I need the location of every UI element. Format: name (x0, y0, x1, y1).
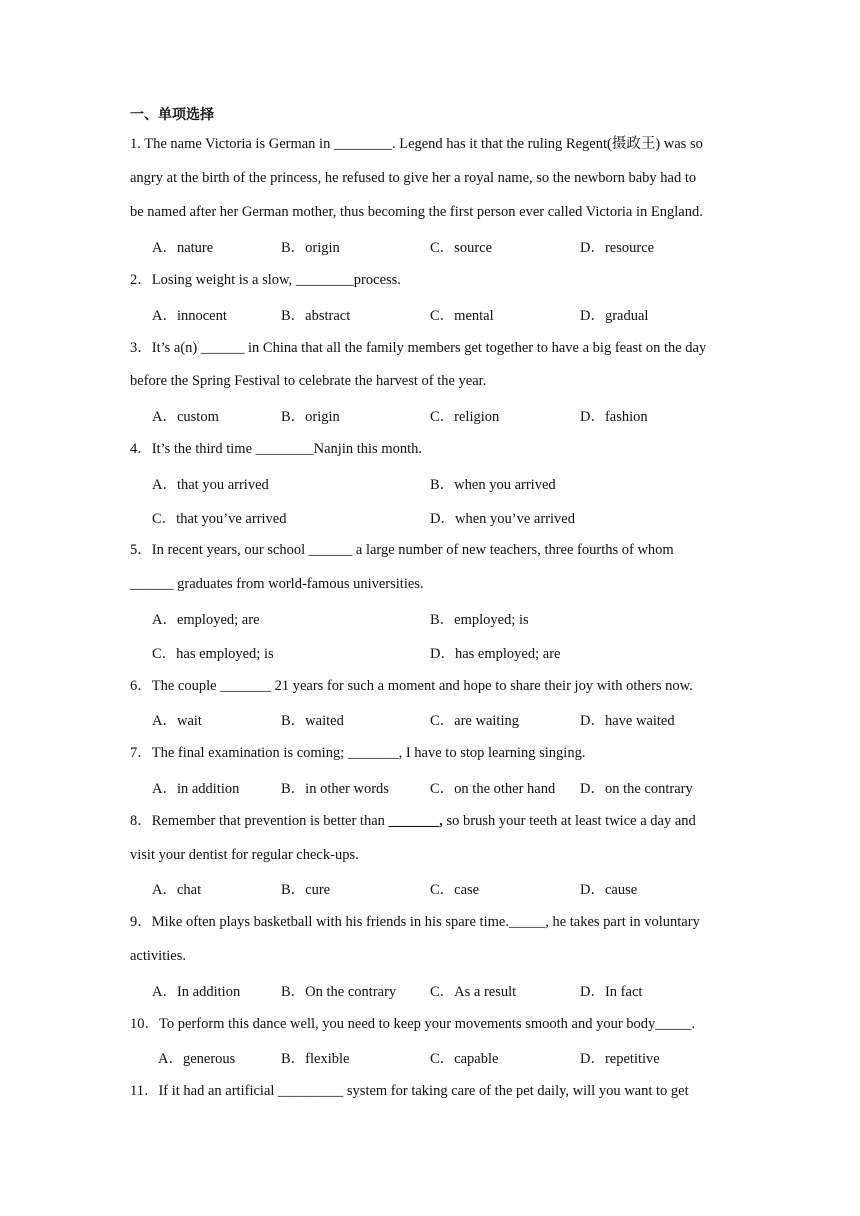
question-4-line-1: 4．It’s the third time ________Nanjin this month. (130, 441, 422, 457)
question-2-option-d: D．gradual (580, 308, 649, 324)
question-8-text-post: so brush your teeth at least twice a day and (442, 813, 696, 829)
question-11-line-1: 11．If it had an artificial _________ system for taking care of the pet daily, will you want to get (130, 1083, 689, 1099)
question-3-option-d: D．fashion (580, 409, 648, 425)
question-5-option-c: C．has employed; is (152, 646, 274, 662)
question-7-line-1: 7．The final examination is coming; _______, I have to stop learning singing. (130, 745, 586, 761)
question-8-line-2: visit your dentist for regular check-ups. (130, 847, 359, 863)
question-5-option-a: A．employed; are (152, 612, 260, 628)
question-3-line-2: before the Spring Festival to celebrate the harvest of the year. (130, 373, 487, 389)
question-9-line-1: 9．Mike often plays basketball with his friends in his spare time._____, he takes part in voluntary (130, 914, 700, 930)
question-6-option-a: A．wait (152, 713, 202, 729)
question-7-option-c: C．on the other hand (430, 781, 556, 797)
question-4-option-b: B．when you arrived (430, 477, 556, 493)
question-8-blank: _______, (388, 813, 443, 829)
question-2-option-b: B．abstract (281, 308, 351, 324)
question-10-line-1: 10．To perform this dance well, you need to keep your movements smooth and your body_____. (130, 1016, 696, 1032)
question-5-option-b: B．employed; is (430, 612, 529, 628)
question-6-option-c: C．are waiting (430, 713, 519, 729)
question-1-line-3: be named after her German mother, thus becoming the first person ever called Victoria in England. (130, 204, 703, 220)
question-4-option-d: D．when you’ve arrived (430, 511, 575, 527)
question-6-option-b: B．waited (281, 713, 344, 729)
question-3-line-1: 3．It’s a(n) ______ in China that all the family members get together to have a big feast on the day (130, 340, 707, 356)
question-8-option-d: D．cause (580, 882, 638, 898)
question-1-line-2: angry at the birth of the princess, he refused to give her a royal name, so the newborn baby had to (130, 170, 697, 186)
question-5-option-d: D．has employed; are (430, 646, 561, 662)
question-8-option-a: A．chat (152, 882, 202, 898)
question-1-option-d: D．resource (580, 240, 655, 256)
question-8-option-b: B．cure (281, 882, 331, 898)
question-1-option-c: C．source (430, 240, 493, 256)
question-10-option-d: D．repetitive (580, 1051, 660, 1067)
question-10-option-c: C．capable (430, 1051, 499, 1067)
question-4-option-c: C．that you’ve arrived (152, 511, 287, 527)
question-2-option-a: A．innocent (152, 308, 227, 324)
question-9-line-2: activities. (130, 948, 186, 964)
question-6-option-d: D．have waited (580, 713, 675, 729)
question-10-option-b: B．flexible (281, 1051, 350, 1067)
question-6-line-1: 6．The couple _______ 21 years for such a moment and hope to share their joy with others now. (130, 678, 693, 694)
question-1-option-a: A．nature (152, 240, 214, 256)
question-8-line-1 (130, 811, 696, 831)
question-8-text-pre: 8．Remember that prevention is better than (130, 813, 389, 829)
question-9-option-d: D．In fact (580, 984, 643, 1000)
question-8-option-c: C．case (430, 882, 480, 898)
question-9-option-b: B．On the contrary (281, 984, 397, 1000)
question-2-line-1: 2．Losing weight is a slow, ________process. (130, 272, 401, 288)
question-3-option-b: B．origin (281, 409, 340, 425)
question-7-option-a: A．in addition (152, 781, 240, 797)
question-1-option-b: B．origin (281, 240, 340, 256)
question-10-option-a: A．generous (158, 1051, 236, 1067)
question-2-option-c: C．mental (430, 308, 494, 324)
question-5-line-1: 5．In recent years, our school ______ a large number of new teachers, three fourths of whom (130, 542, 674, 558)
question-3-option-c: C．religion (430, 409, 500, 425)
question-9-option-a: A．In addition (152, 984, 241, 1000)
question-4-option-a: A．that you arrived (152, 477, 269, 493)
question-1-line-1: 1. The name Victoria is German in ________. Legend has it that the ruling Regent(摄政王) was so (130, 136, 703, 152)
question-3-option-a: A．custom (152, 409, 219, 425)
question-7-option-d: D．on the contrary (580, 781, 693, 797)
question-9-option-c: C．As a result (430, 984, 517, 1000)
section-title: 一、单项选择 (130, 107, 214, 123)
question-7-option-b: B．in other words (281, 781, 389, 797)
question-5-line-2: ______ graduates from world-famous universities. (130, 576, 424, 592)
